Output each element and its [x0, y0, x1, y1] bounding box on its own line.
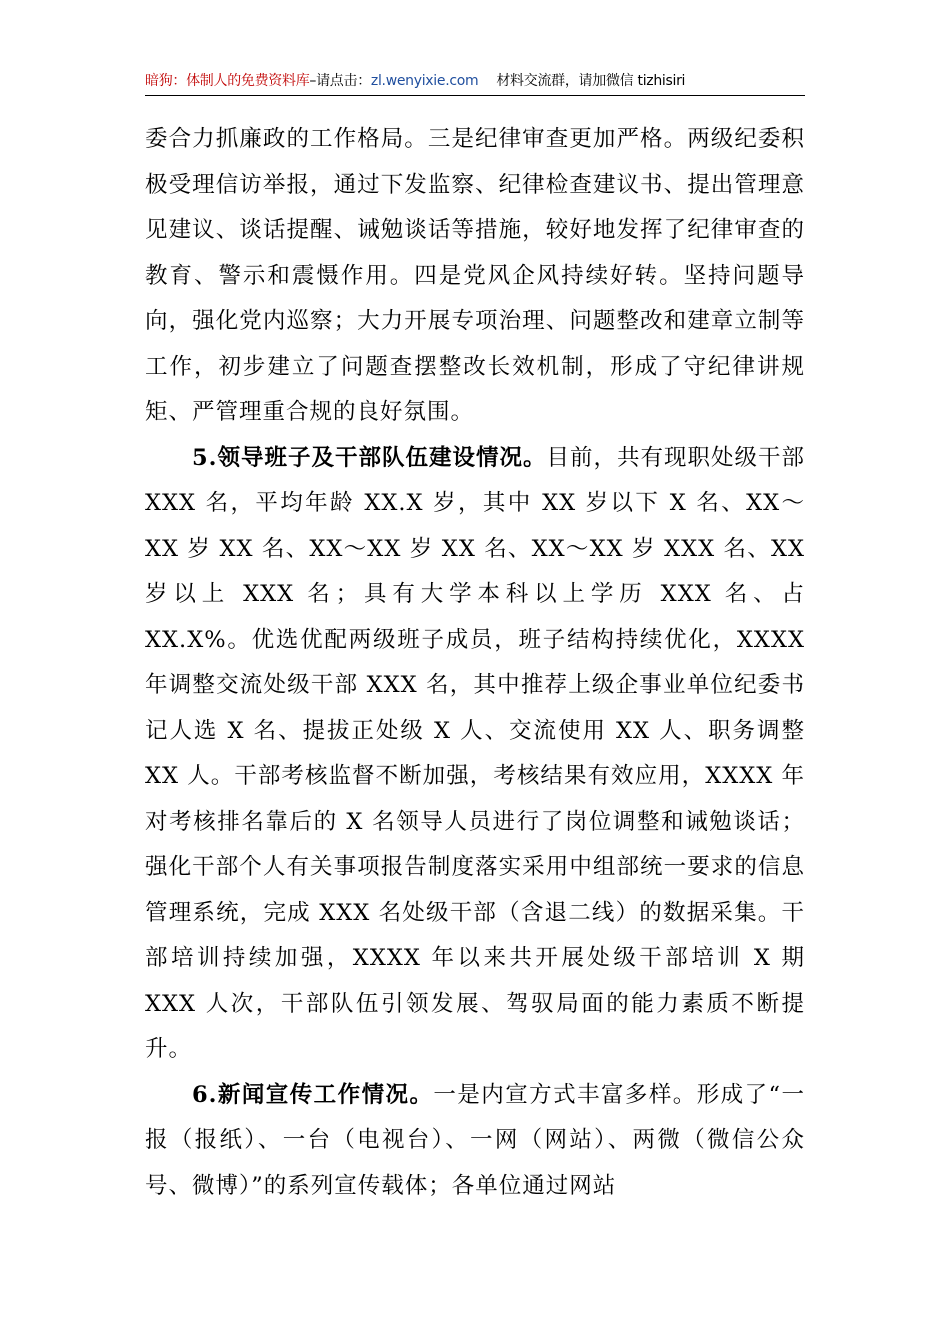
- page-header: [145, 66, 805, 96]
- header-contact: 材料交流群，请加微信 tizhisiri: [496, 73, 686, 89]
- document-body: [145, 117, 805, 1209]
- paragraph-section-6: [145, 1073, 805, 1210]
- header-prompt: –请点击：: [309, 73, 371, 89]
- paragraph-continued: 委合力抓廉政的工作格局。三是纪律审查更加严格。两级纪委积极受理信访举报，通过下发监察、纪律检查建议书、提出管理意见建议、谈话提醒、诫勉谈话等措施，较好地发挥了纪律审查的教育、警示和震慑作用。四是党风企风持续好转。坚持问题导向，强化党内巡察；大力开展专项治理、问题整改和建章立制等工作，初步建立了问题查摆整改长效机制，形成了守纪律讲规矩、严管理重合规的良好氛围。: [145, 126, 805, 425]
- paragraph-section-5: [145, 436, 805, 1073]
- section-6-text: 一是内宣方式丰富多样。形成了“一报（报纸）、一台（电视台）、一网（网站）、两微（微信公众号、微博）”的系列宣传载体；各单位通过网站: [145, 1081, 805, 1199]
- header-url-link[interactable]: zl.wenyixie.com: [370, 73, 479, 89]
- header-divider: [145, 95, 805, 96]
- section-5-heading: 5.领导班子及干部队伍建设情况。: [192, 444, 547, 471]
- section-5-text: 目前，共有现职处级干部 XXX 名，平均年龄 XX.X 岁，其中 XX 岁以下 X 名、XX～XX 岁 XX 名、XX～XX 岁 XX 名、XX～XX 岁 XXX 名、XX 岁以上 XXX 名；具有大学本科以上学历 XXX 名、占 XX.X%。优选优配两级班子成员，班子结构持续优化，XXXX 年调整交流处级干部 XXX 名，其中推荐上级企事业单位纪委书记人选 X 名、提拔正处级 X 人、交流使用 XX 人、职务调整 XX 人。干部考核监督不断加强，考核结果有效应用，XXXX 年对考核排名靠后的 X 名领导人员进行了岗位调整和诫勉谈话；强化干部个人有关事项报告制度落实采用中组部统一要求的信息管理系统，完成 XXX 名处级干部（含退二线）的数据采集。干部培训持续加强，XXXX 年以来共开展处级干部培训 X 期 XXX 人次，干部队伍引领发展、驾驭局面的能力素质不断提升。: [145, 444, 806, 1062]
- header-brand: 暗狗：体制人的免费资料库: [145, 73, 310, 89]
- section-6-heading: 6.新闻宣传工作情况。: [192, 1081, 434, 1108]
